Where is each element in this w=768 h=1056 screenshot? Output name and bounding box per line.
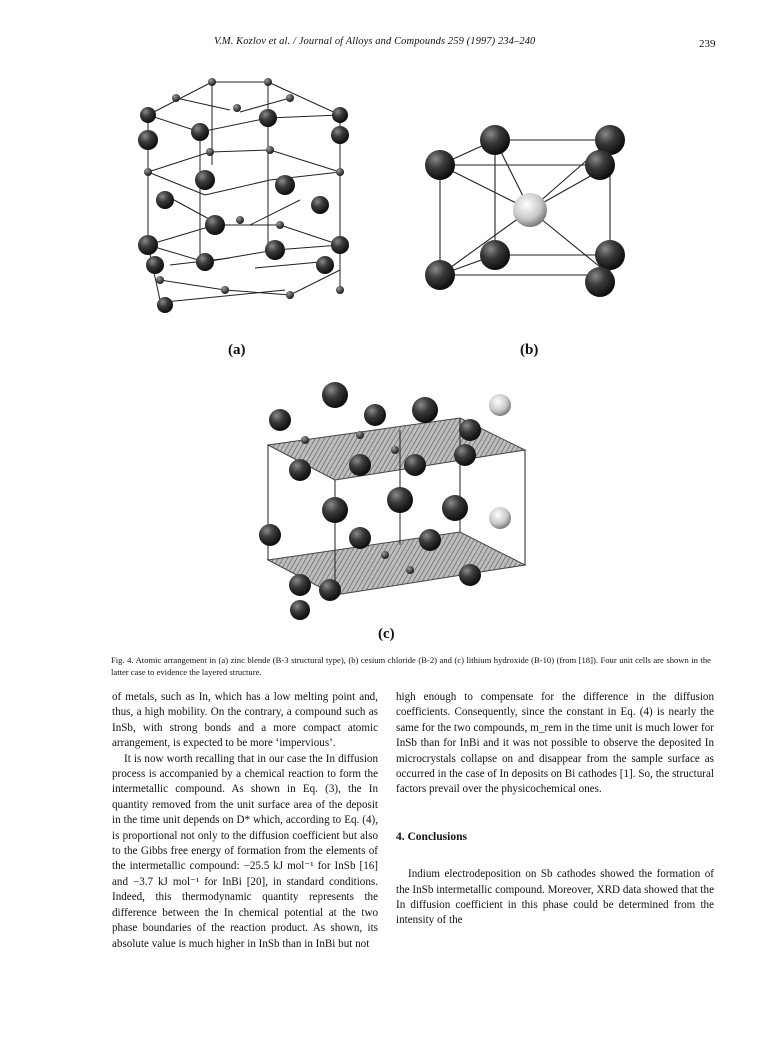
page-number: 239 xyxy=(699,38,716,50)
zinc-blende-structure xyxy=(148,82,340,302)
lithium-hydroxide-structure xyxy=(259,382,525,620)
panel-c-label: (c) xyxy=(378,626,395,642)
running-head: V.M. Kozlov et al. / Journal of Alloys and Compounds 259 (1997) 234–240 xyxy=(214,36,536,47)
right-column xyxy=(396,690,714,929)
right-paragraph-1: high enough to compensate for the difference in the diffusion coefficients. Consequently, since the constant in Eq. (4) is nearly the same for the two compounds, m_rem in the time unit is much lower for InSb than for InBi and it was not possible to observe the deposited In microcrystals collapse on and disappear from the sample surface as occurred in the case of In deposits on Bi cathodes [1]. So, the structural factors prevail over the physicochemical ones. xyxy=(396,691,714,796)
figure-caption: Fig. 4. Atomic arrangement in (a) zinc blende (B-3 structural type), (b) cesium chloride (B-2) and (c) lithium hydroxide (B-10) (from [18]). Four unit cells are shown in the latter case to evidence the layered structure. xyxy=(111,655,711,677)
left-column xyxy=(112,690,378,952)
cesium-chloride-atoms xyxy=(425,125,625,297)
panel-a-label: (a) xyxy=(228,342,246,358)
panel-b-label: (b) xyxy=(520,342,539,358)
section-heading: 4. Conclusions xyxy=(396,830,467,843)
zinc-blende-atoms xyxy=(138,78,349,313)
left-paragraph-2: It is now worth recalling that in our case the In diffusion process is accompanied by a chemical reaction to form the intermetallic compound. As shown in Eq. (3), the In quantity removed from the unit surface area of the deposit in the time unit depends on D* which, according to Eq. (4), is proportional not only to the diffusion coefficient but also to the Gibbs free energy of formation from the elements of the intermetallic compound: −25.5 kJ mol⁻¹ for InSb [16] and −3.7 kJ mol⁻¹ for InBi [20], in standard conditions. Indeed, this thermodynamic quantity represents the difference between the In chemical potential at the two phase boundaries of the reaction product. As shown, its absolute value is much higher in InSb than in InBi but not xyxy=(112,752,378,950)
left-paragraph-1: of metals, such as In, which has a low melting point and, thus, a high mobility. On the contrary, a compound such as InSb, with strong bonds and a more compact atomic arrangement, is expected to be more ‘impervious’. xyxy=(112,691,378,750)
right-paragraph-2: Indium electrodeposition on Sb cathodes showed the formation of the InSb intermetallic compound. Moreover, XRD data showed that the In diffusion coefficient in this phase could be determined from the intensity of the xyxy=(396,868,714,927)
